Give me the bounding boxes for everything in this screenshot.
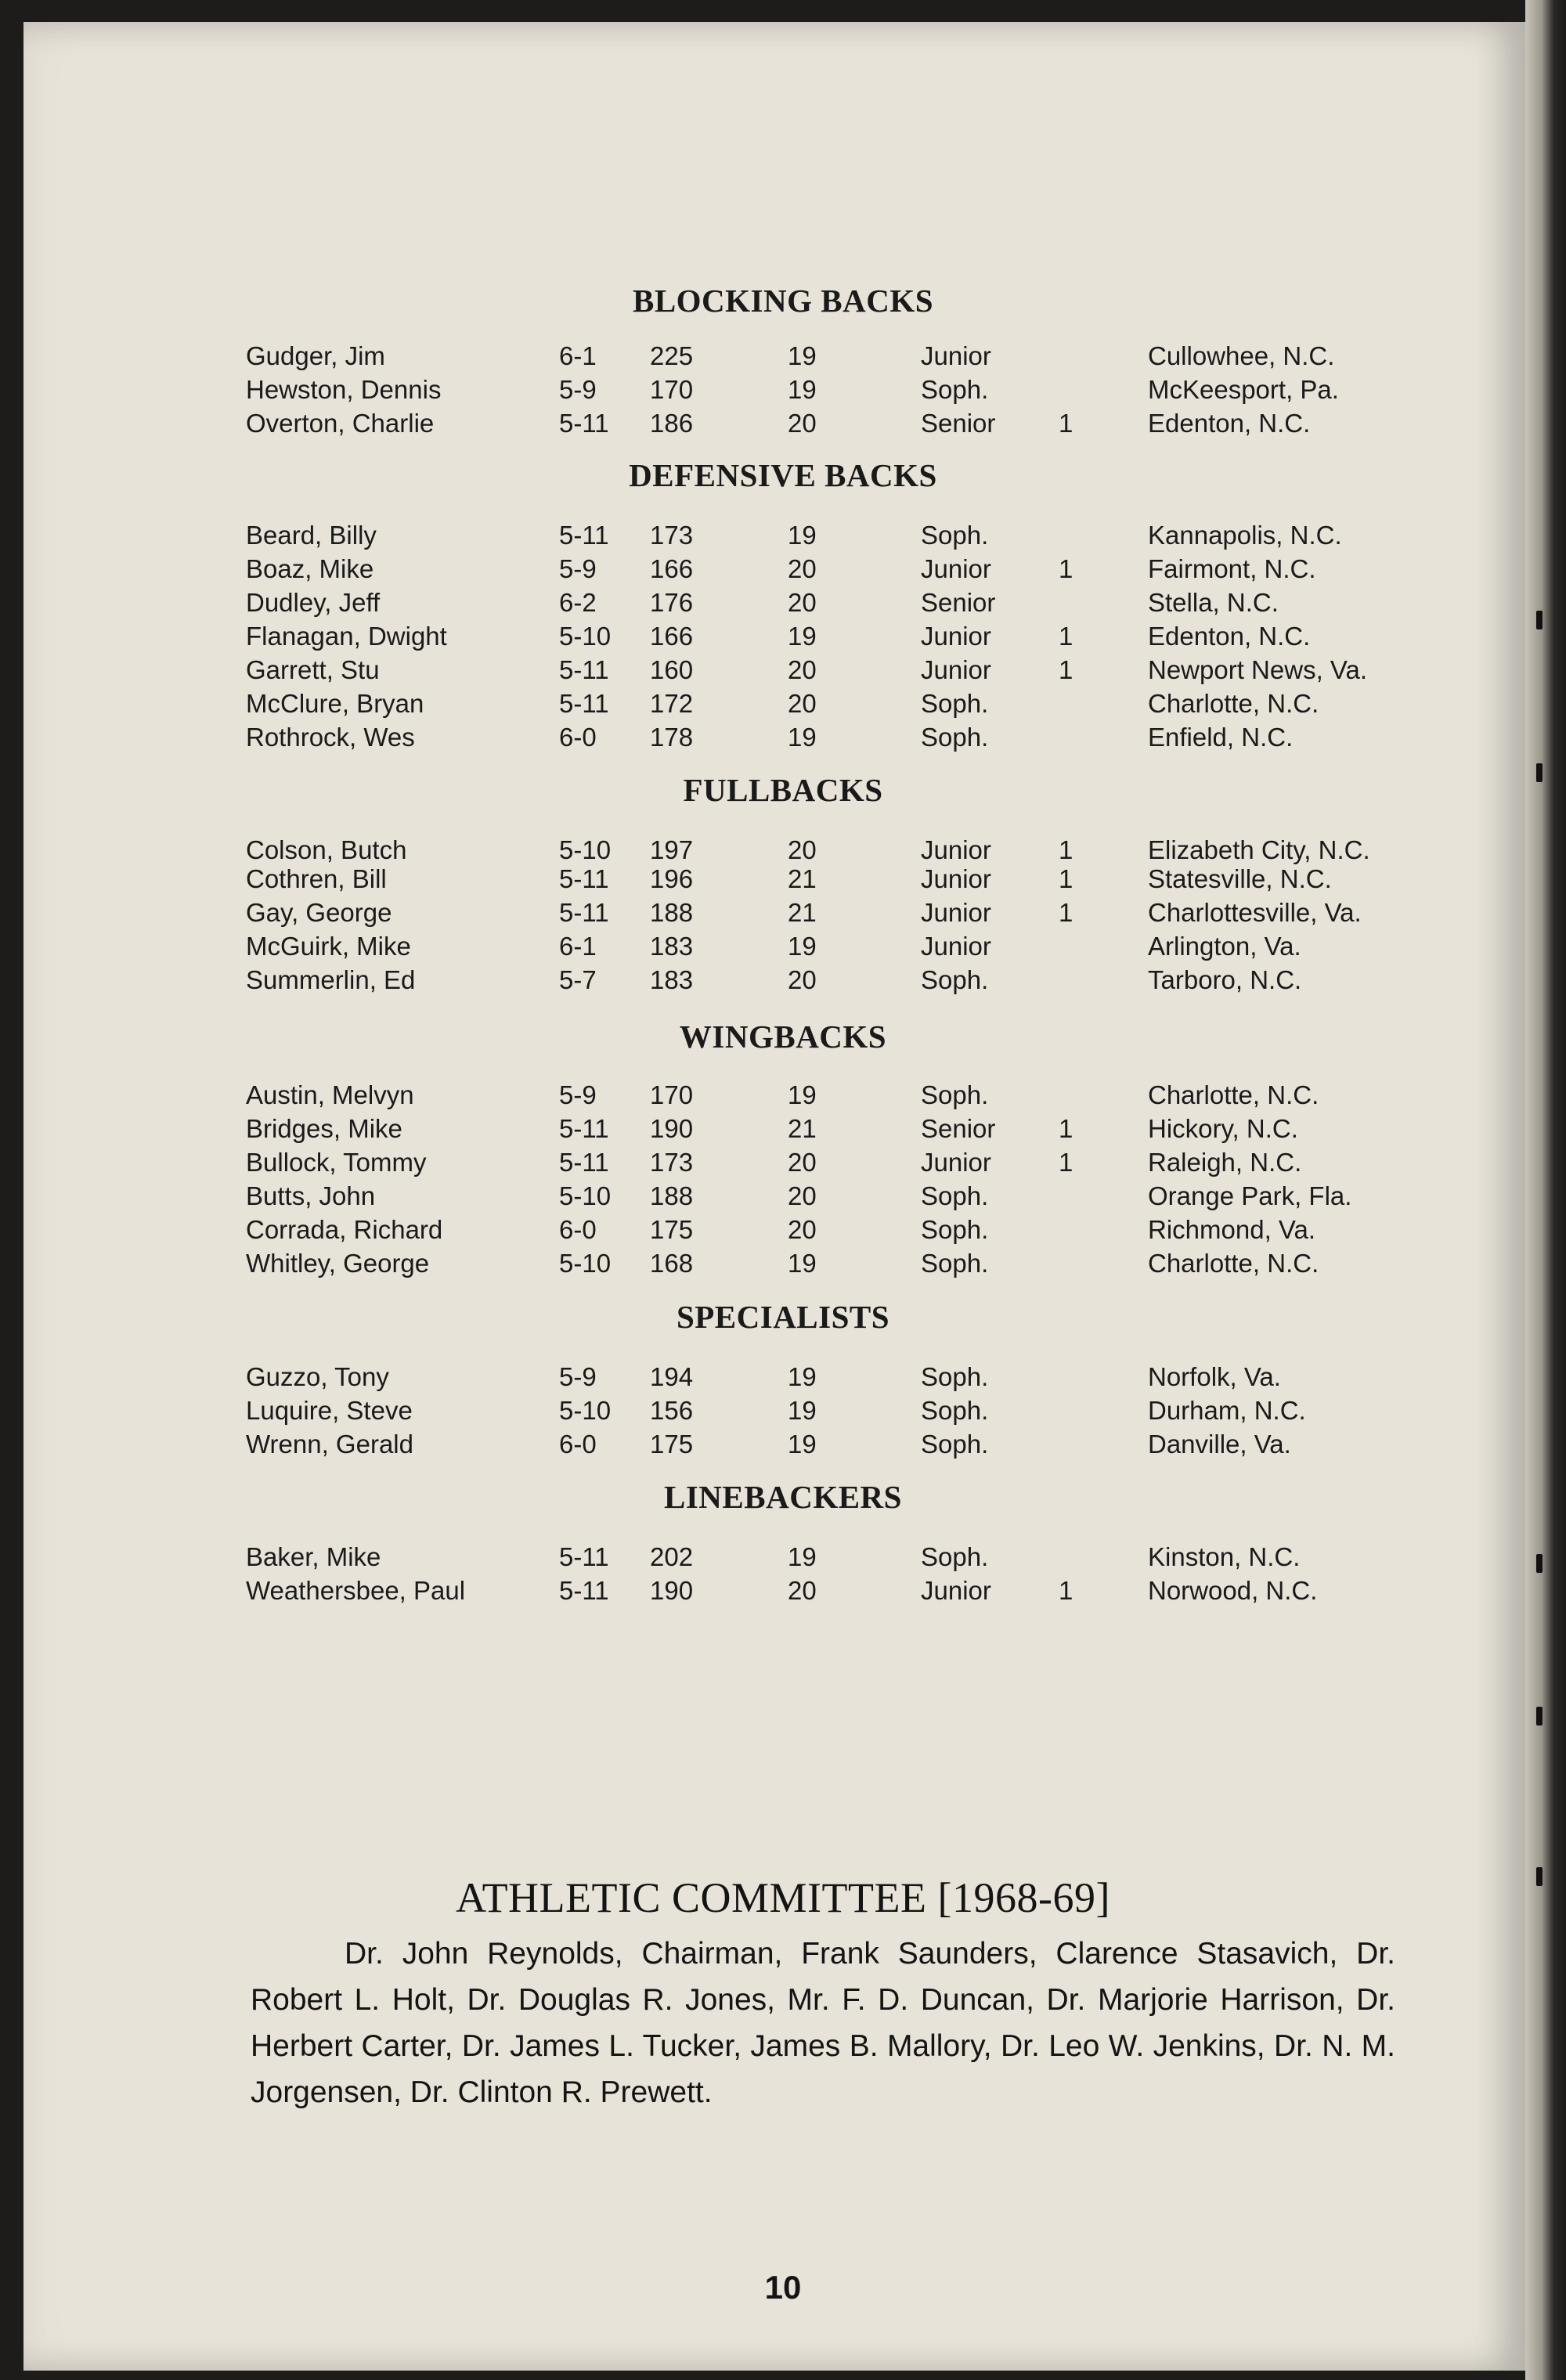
player-row: [0, 1430, 1566, 1464]
player-hometown: Durham, N.C.: [1148, 1396, 1306, 1425]
player-height: 5-10: [559, 1396, 612, 1425]
player-height: 6-0: [559, 1430, 597, 1459]
player-age: 19: [788, 1396, 817, 1425]
player-height: 5-7: [559, 965, 597, 994]
section-title: SPECIALISTS: [676, 1299, 890, 1335]
player-name: Baker, Mike: [246, 1542, 381, 1571]
player-age: 20: [788, 655, 817, 684]
player-class: Junior: [921, 622, 991, 651]
player-hometown: Arlington, Va.: [1148, 932, 1301, 961]
player-row: [0, 409, 1566, 443]
player-weight: 175: [650, 1215, 694, 1244]
player-weight: 197: [650, 835, 694, 864]
player-name: Gudger, Jim: [246, 341, 385, 370]
player-row: [0, 341, 1566, 376]
player-height: 5-11: [559, 409, 609, 438]
player-name: Cothren, Bill: [246, 864, 387, 893]
player-row: [0, 1576, 1566, 1610]
player-hometown: Hickory, N.C.: [1148, 1114, 1298, 1143]
player-age: 19: [788, 1080, 817, 1109]
player-weight: 168: [650, 1249, 694, 1278]
player-hometown: Fairmont, N.C.: [1148, 554, 1316, 583]
player-weight: 178: [650, 723, 694, 752]
player-name: Weathersbee, Paul: [246, 1576, 466, 1605]
page-number: 10: [764, 2269, 802, 2306]
player-weight: 188: [650, 898, 694, 927]
player-name: Colson, Butch: [246, 835, 407, 864]
player-name: Boaz, Mike: [246, 554, 374, 583]
player-name: Whitley, George: [246, 1249, 430, 1278]
player-name: Garrett, Stu: [246, 655, 380, 684]
player-class: Soph.: [921, 1080, 989, 1109]
player-name: Rothrock, Wes: [246, 723, 415, 752]
player-age: 20: [788, 965, 817, 994]
player-height: 5-11: [559, 521, 609, 550]
player-letters: 1: [1059, 898, 1073, 927]
player-age: 20: [788, 1215, 817, 1244]
player-row: [0, 898, 1566, 932]
section-title: LINEBACKERS: [664, 1479, 902, 1515]
player-age: 21: [788, 898, 817, 927]
player-class: Soph.: [921, 1362, 989, 1391]
player-letters: 1: [1059, 1576, 1073, 1605]
player-age: 20: [788, 588, 817, 617]
player-weight: 173: [650, 521, 694, 550]
player-class: Soph.: [921, 1430, 989, 1459]
player-age: 19: [788, 1430, 817, 1459]
player-letters: 1: [1059, 864, 1073, 893]
player-class: Junior: [921, 898, 991, 927]
player-height: 5-9: [559, 1362, 597, 1391]
player-hometown: Charlotte, N.C.: [1148, 1249, 1319, 1278]
player-height: 5-10: [559, 1249, 612, 1278]
player-row: [0, 521, 1566, 555]
player-class: Junior: [921, 655, 991, 684]
player-row: [0, 655, 1566, 690]
player-letters: 1: [1059, 835, 1073, 864]
player-weight: 225: [650, 341, 694, 370]
player-hometown: Kinston, N.C.: [1148, 1542, 1301, 1571]
player-height: 5-11: [559, 1576, 609, 1605]
player-class: Soph.: [921, 521, 989, 550]
player-class: Soph.: [921, 723, 989, 752]
player-hometown: Charlotte, N.C.: [1148, 689, 1319, 718]
player-row: [0, 1396, 1566, 1430]
player-hometown: Orange Park, Fla.: [1148, 1181, 1352, 1210]
committee-members: Dr. John Reynolds, Chairman, Frank Saunders, Clarence Stasavich, Dr. Robert L. Holt, Dr. Douglas R. Jones, Mr. F. D. Duncan, Dr. Marjorie Harrison, Dr. Herbert Carter, Dr. James L. Tucker, James B. Mallory, Dr. Leo W. Jenkins, Dr. N. M. Jorgensen, Dr. Clinton R. Prewett.: [251, 1937, 1395, 2109]
player-height: 5-10: [559, 835, 612, 864]
player-height: 5-11: [559, 864, 609, 893]
player-weight: 188: [650, 1181, 694, 1210]
player-class: Soph.: [921, 375, 989, 404]
player-letters: 1: [1059, 655, 1073, 684]
player-age: 19: [788, 1249, 817, 1278]
player-class: Junior: [921, 341, 991, 370]
player-hometown: Elizabeth City, N.C.: [1148, 835, 1370, 864]
player-name: Wrenn, Gerald: [246, 1430, 413, 1459]
player-class: Soph.: [921, 689, 989, 718]
player-age: 21: [788, 864, 817, 893]
player-height: 6-0: [559, 1215, 597, 1244]
player-age: 19: [788, 723, 817, 752]
player-hometown: Edenton, N.C.: [1148, 622, 1311, 651]
player-class: Senior: [921, 1114, 996, 1143]
player-age: 20: [788, 1148, 817, 1177]
player-letters: 1: [1059, 622, 1073, 651]
player-weight: 176: [650, 588, 694, 617]
player-class: Junior: [921, 835, 991, 864]
player-weight: 194: [650, 1362, 694, 1391]
player-weight: 170: [650, 1080, 694, 1109]
player-hometown: McKeesport, Pa.: [1148, 375, 1339, 404]
player-row: [0, 1114, 1566, 1149]
player-hometown: Statesville, N.C.: [1148, 864, 1332, 893]
player-row: [0, 723, 1566, 757]
player-hometown: Newport News, Va.: [1148, 655, 1367, 684]
player-class: Soph.: [921, 965, 989, 994]
player-class: Junior: [921, 864, 991, 893]
player-height: 5-11: [559, 655, 609, 684]
player-row: [0, 965, 1566, 1000]
player-height: 6-1: [559, 932, 597, 961]
player-class: Junior: [921, 932, 991, 961]
player-age: 20: [788, 835, 817, 864]
player-hometown: Kannapolis, N.C.: [1148, 521, 1342, 550]
player-name: Flanagan, Dwight: [246, 622, 447, 651]
player-weight: 172: [650, 689, 694, 718]
player-name: Bullock, Tommy: [246, 1148, 427, 1177]
player-hometown: Tarboro, N.C.: [1148, 965, 1302, 994]
player-weight: 160: [650, 655, 694, 684]
player-hometown: Charlotte, N.C.: [1148, 1080, 1319, 1109]
player-row: [0, 1148, 1566, 1182]
player-row: [0, 1080, 1566, 1115]
player-age: 21: [788, 1114, 817, 1143]
player-name: Austin, Melvyn: [246, 1080, 414, 1109]
player-hometown: Danville, Va.: [1148, 1430, 1291, 1459]
player-height: 5-9: [559, 554, 597, 583]
player-name: Summerlin, Ed: [246, 965, 416, 994]
player-height: 5-11: [559, 689, 609, 718]
player-name: Bridges, Mike: [246, 1114, 402, 1143]
player-row: [0, 1215, 1566, 1250]
player-weight: 190: [650, 1114, 694, 1143]
player-row: [0, 689, 1566, 723]
player-name: Gay, George: [246, 898, 392, 927]
player-class: Junior: [921, 554, 991, 583]
player-age: 19: [788, 622, 817, 651]
section-title: FULLBACKS: [683, 772, 883, 808]
player-hometown: Edenton, N.C.: [1148, 409, 1311, 438]
player-name: Overton, Charlie: [246, 409, 435, 438]
player-hometown: Richmond, Va.: [1148, 1215, 1315, 1244]
player-age: 20: [788, 689, 817, 718]
page-edge-mark: [1536, 1707, 1543, 1726]
player-row: [0, 622, 1566, 656]
player-height: 6-0: [559, 723, 597, 752]
player-height: 5-11: [559, 1114, 609, 1143]
player-hometown: Enfield, N.C.: [1148, 723, 1294, 752]
player-hometown: Norfolk, Va.: [1148, 1362, 1281, 1391]
player-height: 6-1: [559, 341, 597, 370]
player-age: 19: [788, 521, 817, 550]
player-name: McGuirk, Mike: [246, 932, 411, 961]
player-row: [0, 932, 1566, 966]
player-class: Soph.: [921, 1249, 989, 1278]
player-name: Corrada, Richard: [246, 1215, 443, 1244]
player-weight: 202: [650, 1542, 694, 1571]
player-weight: 196: [650, 864, 694, 893]
player-height: 5-10: [559, 622, 612, 651]
player-letters: 1: [1059, 1148, 1073, 1177]
player-weight: 166: [650, 622, 694, 651]
player-weight: 156: [650, 1396, 694, 1425]
player-class: Soph.: [921, 1215, 989, 1244]
section-title: WINGBACKS: [679, 1019, 887, 1055]
player-row: [0, 1362, 1566, 1397]
player-letters: 1: [1059, 554, 1073, 583]
player-class: Soph.: [921, 1181, 989, 1210]
player-hometown: Norwood, N.C.: [1148, 1576, 1318, 1605]
player-name: Guzzo, Tony: [246, 1362, 389, 1391]
player-class: Senior: [921, 588, 996, 617]
player-weight: 186: [650, 409, 694, 438]
player-class: Soph.: [921, 1542, 989, 1571]
player-weight: 166: [650, 554, 694, 583]
player-name: Dudley, Jeff: [246, 588, 381, 617]
player-name: Butts, John: [246, 1181, 376, 1210]
player-hometown: Charlottesville, Va.: [1148, 898, 1362, 927]
player-weight: 173: [650, 1148, 694, 1177]
player-name: Hewston, Dennis: [246, 375, 442, 404]
player-class: Junior: [921, 1148, 991, 1177]
player-hometown: Cullowhee, N.C.: [1148, 341, 1335, 370]
player-age: 20: [788, 1576, 817, 1605]
player-height: 5-9: [559, 375, 597, 404]
player-age: 19: [788, 932, 817, 961]
player-age: 20: [788, 409, 817, 438]
player-weight: 183: [650, 932, 694, 961]
player-row: [0, 1181, 1566, 1216]
player-age: 20: [788, 554, 817, 583]
player-letters: 1: [1059, 409, 1073, 438]
player-name: Luquire, Steve: [246, 1396, 413, 1425]
player-weight: 175: [650, 1430, 694, 1459]
player-row: [0, 588, 1566, 622]
player-hometown: Stella, N.C.: [1148, 588, 1279, 617]
player-weight: 170: [650, 375, 694, 404]
player-letters: 1: [1059, 1114, 1073, 1143]
player-age: 19: [788, 341, 817, 370]
player-class: Junior: [921, 1576, 991, 1605]
player-weight: 183: [650, 965, 694, 994]
section-title: BLOCKING BACKS: [632, 283, 934, 319]
committee-heading: ATHLETIC COMMITTEE [1968-69]: [456, 1874, 1110, 1921]
player-row: [0, 554, 1566, 589]
player-row: [0, 1249, 1566, 1283]
player-row: [0, 1542, 1566, 1577]
player-height: 5-11: [559, 1148, 609, 1177]
player-row: [0, 375, 1566, 409]
player-class: Soph.: [921, 1396, 989, 1425]
player-weight: 190: [650, 1576, 694, 1605]
player-age: 19: [788, 1542, 817, 1571]
player-name: McClure, Bryan: [246, 689, 424, 718]
player-name: Beard, Billy: [246, 521, 377, 550]
section-title: DEFENSIVE BACKS: [629, 457, 937, 493]
player-height: 5-11: [559, 1542, 609, 1571]
player-age: 20: [788, 1181, 817, 1210]
player-age: 19: [788, 375, 817, 404]
player-height: 5-11: [559, 898, 609, 927]
player-hometown: Raleigh, N.C.: [1148, 1148, 1302, 1177]
player-row: [0, 864, 1566, 899]
player-height: 5-9: [559, 1080, 597, 1109]
player-height: 6-2: [559, 588, 597, 617]
player-class: Senior: [921, 409, 996, 438]
player-age: 19: [788, 1362, 817, 1391]
player-height: 5-10: [559, 1181, 612, 1210]
